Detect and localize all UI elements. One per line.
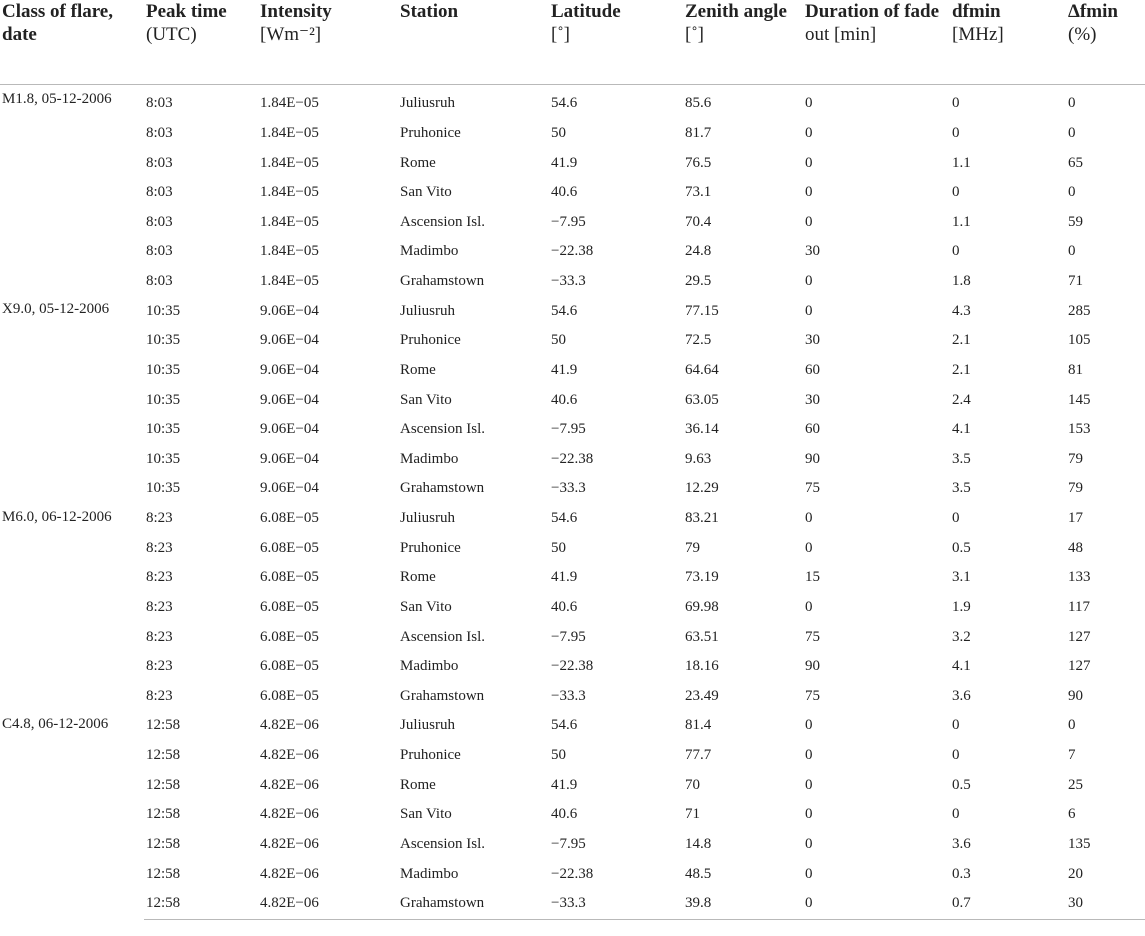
cell-peak-time: 10:35 [146,421,181,438]
cell-delta-fmin: 30 [1066,889,1145,919]
table-row [0,682,1145,712]
cell-latitude: 50 [551,747,566,764]
cell-duration-fade-out: 75 [805,480,820,497]
cell-zenith-angle: 77.15 [685,302,719,319]
cell-duration-fade-out: 0 [805,835,813,852]
cell-latitude: −7.95 [551,628,586,645]
cell-zenith-angle: 63.05 [685,391,719,408]
cell-delta-fmin: 0 [1068,243,1076,260]
cell-intensity: 1.84E−05 [260,243,319,260]
cell-peak-time: 8:03 [146,243,173,260]
table-row [0,889,1145,919]
table-row [0,445,1145,475]
cell-intensity: 1.84E−05 [260,154,319,171]
table-row [0,148,1145,178]
cell-station: Juliusruh [400,95,456,112]
cell-intensity: 1.84E−05 [260,124,319,141]
cell-latitude: 50 [551,539,566,556]
cell-peak-time: 12:58 [146,806,181,823]
cell-intensity: 1.84E−05 [260,184,319,201]
header-row [0,0,1145,85]
table-row [0,859,1145,889]
cell-station: Ascension Isl. [400,213,485,230]
table-row [0,504,1145,534]
cell-zenith-angle: 73.1 [685,184,712,201]
cell-duration-fade-out: 0 [805,273,813,290]
table-row [0,385,1145,415]
cell-delta-fmin: 145 [1068,391,1091,408]
cell-intensity: 6.08E−05 [260,687,319,704]
cell-delta-fmin: 81 [1068,361,1083,378]
cell-intensity: 1.84E−05 [260,273,319,290]
cell-duration-fade-out: 60 [805,421,820,438]
cell-peak-time: 12:58 [146,865,181,882]
cell-dfmin: 0.5 [952,776,971,793]
cell-dfmin: 4.1 [952,658,971,675]
cell-dfmin: 4.3 [952,302,971,319]
cell-latitude: 41.9 [551,154,578,171]
cell-dfmin: 4.1 [952,421,971,438]
table-row [0,741,1145,771]
cell-station: Grahamstown [400,480,485,497]
cell-dfmin: 0 [952,806,960,823]
cell-station: Madimbo [400,658,459,675]
cell-latitude: 54.6 [551,302,578,319]
cell-intensity: 9.06E−04 [260,332,319,349]
cell-delta-fmin: 285 [1068,302,1091,319]
cell-dfmin: 0 [952,95,960,112]
cell-latitude: 40.6 [551,806,578,823]
cell-delta-fmin: 117 [1068,598,1090,615]
cell-delta-fmin: 79 [1068,480,1083,497]
cell-station: Grahamstown [400,273,485,290]
cell-dfmin: 3.5 [952,450,971,467]
cell-duration-fade-out: 0 [803,889,950,919]
cell-zenith-angle: 70 [685,776,700,793]
cell-intensity: 4.82E−06 [260,776,319,793]
cell-flare-class: X9.0, 05-12-2006 [2,301,110,318]
cell-duration-fade-out: 30 [805,243,820,260]
cell-latitude: −22.38 [551,658,594,675]
cell-station: Ascension Isl. [400,421,485,438]
cell-delta-fmin: 48 [1068,539,1083,556]
cell-dfmin: 3.1 [952,569,971,586]
cell-intensity: 4.82E−06 [260,865,319,882]
cell-intensity: 1.84E−05 [260,213,319,230]
cell-peak-time: 8:03 [146,184,173,201]
cell-intensity: 4.82E−06 [260,835,319,852]
cell-intensity: 4.82E−06 [258,889,398,919]
cell-duration-fade-out: 0 [805,747,813,764]
cell-duration-fade-out: 60 [805,361,820,378]
cell-duration-fade-out: 75 [805,687,820,704]
cell-delta-fmin: 25 [1068,776,1083,793]
cell-duration-fade-out: 0 [805,213,813,230]
cell-station: Ascension Isl. [400,628,485,645]
cell-station: Pruhonice [400,124,461,141]
cell-zenith-angle: 24.8 [685,243,712,260]
cell-peak-time: 12:58 [146,835,181,852]
cell-delta-fmin: 71 [1068,273,1083,290]
cell-latitude: 41.9 [551,569,578,586]
cell-peak-time: 8:23 [146,687,173,704]
cell-delta-fmin: 59 [1068,213,1083,230]
cell-peak-time: 8:23 [146,598,173,615]
cell-zenith-angle: 18.16 [685,658,719,675]
cell-zenith-angle: 83.21 [685,510,719,527]
cell-latitude: 54.6 [551,510,578,527]
cell-peak-time: 10:35 [146,302,181,319]
cell-peak-time: 8:03 [146,213,173,230]
table-body [0,85,1145,920]
cell-latitude: −33.3 [549,889,683,919]
cell-duration-fade-out: 0 [805,776,813,793]
table-row [0,830,1145,860]
cell-dfmin: 1.8 [952,273,971,290]
cell-dfmin: 0 [952,243,960,260]
cell-station: Rome [400,154,436,171]
cell-delta-fmin: 0 [1068,717,1076,734]
cell-latitude: 40.6 [551,598,578,615]
header-station: Station [398,0,549,85]
cell-intensity: 9.06E−04 [260,361,319,378]
header-dfmin: dfmin [MHz] [950,0,1066,85]
cell-zenith-angle: 81.7 [685,124,712,141]
cell-duration-fade-out: 0 [805,95,813,112]
cell-zenith-angle: 85.6 [685,95,712,112]
cell-zenith-angle: 81.4 [685,717,712,734]
cell-delta-fmin: 65 [1068,154,1083,171]
cell-delta-fmin: 133 [1068,569,1091,586]
cell-latitude: 40.6 [551,184,578,201]
cell-zenith-angle: 29.5 [685,273,712,290]
cell-peak-time: 8:23 [146,510,173,527]
cell-station: San Vito [400,184,452,201]
cell-dfmin: 0 [952,184,960,201]
cell-duration-fade-out: 15 [805,569,820,586]
cell-peak-time: 8:03 [146,273,173,290]
cell-station: San Vito [400,806,452,823]
table-row [0,593,1145,623]
cell-peak-time: 12:58 [146,747,181,764]
cell-peak-time: 8:23 [146,569,173,586]
cell-duration-fade-out: 0 [805,717,813,734]
cell-latitude: 54.6 [551,717,578,734]
cell-peak-time: 8:03 [146,154,173,171]
cell-dfmin: 0 [952,717,960,734]
cell-station: Juliusruh [400,302,456,319]
cell-duration-fade-out: 90 [805,450,820,467]
cell-duration-fade-out: 0 [805,154,813,171]
cell-dfmin: 1.1 [952,213,971,230]
table-row [0,85,1145,119]
cell-latitude: 50 [551,332,566,349]
cell-latitude: −7.95 [551,835,586,852]
cell-delta-fmin: 127 [1068,658,1091,675]
cell-dfmin: 0.3 [952,865,971,882]
cell-duration-fade-out: 30 [805,332,820,349]
table-row [0,178,1145,208]
cell-duration-fade-out: 0 [805,184,813,201]
table-row [0,356,1145,386]
cell-delta-fmin: 90 [1068,687,1083,704]
cell-zenith-angle: 79 [685,539,700,556]
cell-dfmin: 0 [952,747,960,764]
cell-intensity: 6.08E−05 [260,510,319,527]
cell-peak-time: 10:35 [146,450,181,467]
cell-duration-fade-out: 75 [805,628,820,645]
cell-delta-fmin: 0 [1068,95,1076,112]
cell-dfmin: 2.4 [952,391,971,408]
cell-latitude: −33.3 [551,687,586,704]
table-row [0,237,1145,267]
table-row [0,415,1145,445]
cell-peak-time: 10:35 [146,361,181,378]
cell-dfmin: 3.6 [952,835,971,852]
cell-peak-time: 8:23 [146,539,173,556]
cell-duration-fade-out: 0 [805,302,813,319]
table-row [0,533,1145,563]
cell-peak-time: 8:23 [146,628,173,645]
cell-dfmin: 3.2 [952,628,971,645]
cell-intensity: 4.82E−06 [260,806,319,823]
cell-dfmin: 0.5 [952,539,971,556]
cell-station: Rome [400,776,436,793]
cell-dfmin: 0.7 [950,889,1066,919]
header-zenith-angle: Zenith angle [˚] [683,0,803,85]
header-peak-time: Peak time (UTC) [144,0,258,85]
cell-zenith-angle: 12.29 [685,480,719,497]
cell-zenith-angle: 73.19 [685,569,719,586]
cell-dfmin: 0 [952,124,960,141]
cell-peak-time: 12:58 [146,776,181,793]
cell-dfmin: 3.5 [952,480,971,497]
cell-intensity: 6.08E−05 [260,658,319,675]
cell-delta-fmin: 0 [1068,124,1076,141]
cell-station: Rome [400,569,436,586]
cell-duration-fade-out: 0 [805,598,813,615]
cell-dfmin: 2.1 [952,361,971,378]
cell-zenith-angle: 64.64 [685,361,719,378]
cell-zenith-angle: 14.8 [685,835,712,852]
cell-intensity: 9.06E−04 [260,480,319,497]
cell-flare-class: C4.8, 06-12-2006 [2,716,109,733]
cell-delta-fmin: 79 [1068,450,1083,467]
cell-zenith-angle: 9.63 [685,450,712,467]
cell-peak-time: 8:03 [146,124,173,141]
cell-station: San Vito [400,598,452,615]
cell-duration-fade-out: 0 [805,124,813,141]
cell-zenith-angle: 48.5 [685,865,712,882]
cell-delta-fmin: 105 [1068,332,1091,349]
cell-station: Grahamstown [400,687,485,704]
cell-intensity: 6.08E−05 [260,598,319,615]
table-row [0,652,1145,682]
cell-peak-time: 12:58 [144,889,258,919]
table-header [0,0,1145,85]
cell-delta-fmin: 0 [1068,184,1076,201]
table-row [0,267,1145,297]
table-row [0,474,1145,504]
cell-duration-fade-out: 90 [805,658,820,675]
cell-zenith-angle: 23.49 [685,687,719,704]
cell-latitude: −22.38 [551,865,594,882]
cell-peak-time: 10:35 [146,332,181,349]
cell-peak-time: 8:23 [146,658,173,675]
cell-delta-fmin: 135 [1068,835,1091,852]
cell-intensity: 4.82E−06 [260,717,319,734]
cell-delta-fmin: 7 [1068,747,1076,764]
cell-dfmin: 1.1 [952,154,971,171]
cell-peak-time: 12:58 [146,717,181,734]
cell-zenith-angle: 69.98 [685,598,719,615]
header-intensity: Intensity [Wm⁻²] [258,0,398,85]
cell-duration-fade-out: 0 [805,865,813,882]
cell-peak-time: 10:35 [146,391,181,408]
cell-flare-class: M1.8, 05-12-2006 [2,91,112,107]
cell-intensity: 4.82E−06 [260,747,319,764]
table-row [0,711,1145,741]
cell-delta-fmin: 127 [1068,628,1091,645]
cell-zenith-angle: 71 [685,806,700,823]
header-flare-class: Class of flare, date [0,0,144,85]
cell-dfmin: 2.1 [952,332,971,349]
cell-flare-class: M6.0, 06-12-2006 [2,508,112,525]
cell-dfmin: 1.9 [952,598,971,615]
cell-station: Madimbo [400,865,459,882]
cell-latitude: −33.3 [551,273,586,290]
table-row [0,326,1145,356]
cell-latitude: 41.9 [551,776,578,793]
cell-delta-fmin: 153 [1068,421,1091,438]
table-row [0,208,1145,238]
cell-station: Juliusruh [400,717,456,734]
header-delta-fmin: Δfmin (%) [1066,0,1145,85]
table-row [0,119,1145,149]
table-row [0,622,1145,652]
cell-zenith-angle: 70.4 [685,213,712,230]
cell-dfmin: 3.6 [952,687,971,704]
cell-peak-time: 10:35 [146,480,181,497]
table-row [0,296,1145,326]
cell-delta-fmin: 20 [1068,865,1083,882]
cell-latitude: −33.3 [551,480,586,497]
cell-zenith-angle: 72.5 [685,332,712,349]
cell-intensity: 9.06E−04 [260,302,319,319]
cell-station: Ascension Isl. [400,835,485,852]
cell-delta-fmin: 17 [1068,510,1083,527]
table-row [0,770,1145,800]
cell-intensity: 6.08E−05 [260,539,319,556]
cell-station: San Vito [400,391,452,408]
cell-zenith-angle: 36.14 [685,421,719,438]
cell-latitude: 50 [551,124,566,141]
cell-intensity: 9.06E−04 [260,391,319,408]
cell-latitude: −7.95 [551,213,586,230]
cell-station: Pruhonice [400,747,461,764]
header-duration-fade-out: Duration of fade out [min] [803,0,950,85]
cell-zenith-angle: 63.51 [685,628,719,645]
cell-duration-fade-out: 0 [805,539,813,556]
cell-delta-fmin: 6 [1068,806,1076,823]
cell-intensity: 9.06E−04 [260,450,319,467]
cell-intensity: 6.08E−05 [260,628,319,645]
cell-station: Grahamstown [398,889,549,919]
cell-station: Madimbo [400,450,459,467]
cell-dfmin: 0 [952,510,960,527]
cell-intensity: 1.84E−05 [260,95,319,112]
cell-latitude: −22.38 [551,450,594,467]
cell-latitude: −7.95 [551,421,586,438]
cell-station: Madimbo [400,243,459,260]
header-latitude: Latitude [˚] [549,0,683,85]
table-row [0,800,1145,830]
cell-latitude: 40.6 [551,391,578,408]
cell-station: Pruhonice [400,539,461,556]
cell-duration-fade-out: 0 [805,510,813,527]
cell-station: Pruhonice [400,332,461,349]
cell-zenith-angle: 39.8 [683,889,803,919]
cell-latitude: 54.6 [551,95,578,112]
cell-intensity: 6.08E−05 [260,569,319,586]
table-row [0,563,1145,593]
cell-station: Rome [400,361,436,378]
cell-latitude: −22.38 [551,243,594,260]
cell-station: Juliusruh [400,510,456,527]
cell-duration-fade-out: 30 [805,391,820,408]
cell-peak-time: 8:03 [146,95,173,112]
cell-zenith-angle: 77.7 [685,747,712,764]
cell-duration-fade-out: 0 [805,806,813,823]
cell-latitude: 41.9 [551,361,578,378]
cell-intensity: 9.06E−04 [260,421,319,438]
cell-zenith-angle: 76.5 [685,154,712,171]
